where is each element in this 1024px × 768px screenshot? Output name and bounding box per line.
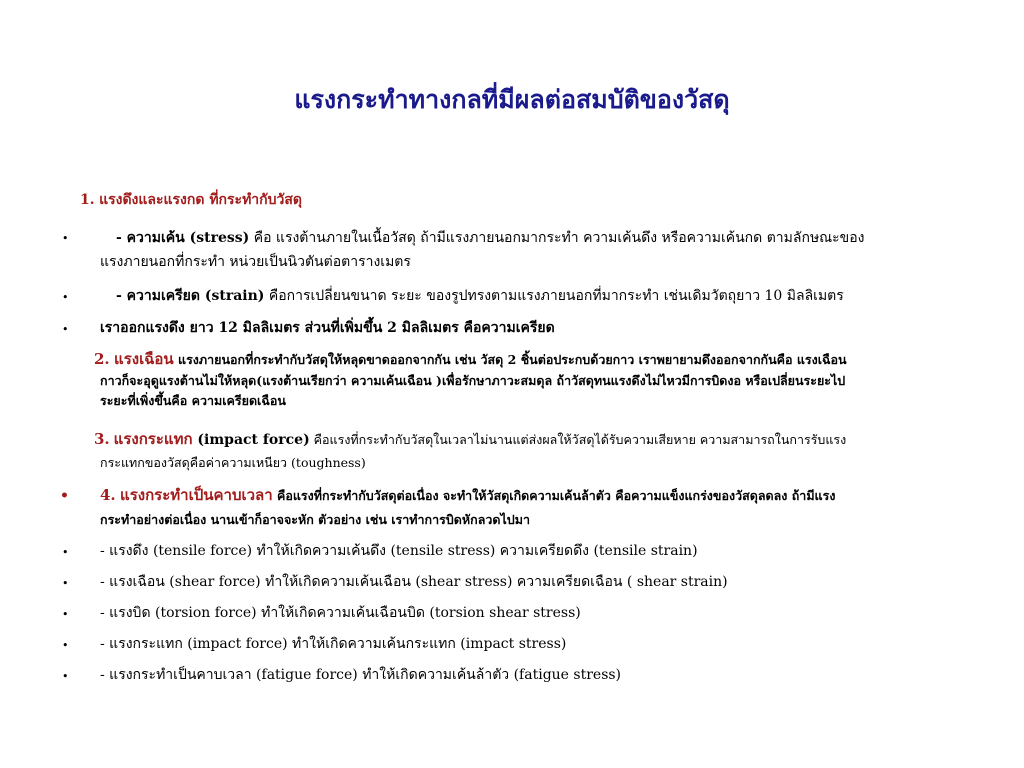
bullet-icon: • (62, 291, 69, 304)
section3 (94, 430, 974, 472)
bullet-icon: • (62, 232, 69, 245)
slide-title: แรงกระทำทางกลที่มีผลต่อสมบัติของวัสดุ (294, 85, 730, 114)
stress-item (100, 229, 980, 271)
list-item: - แรงกระแทก (impact force) ทำให้เกิดความเค้นกระแทก (impact stress) (100, 636, 567, 652)
section4-term: แรงกระทำเป็นคาบเวลา (120, 486, 273, 504)
stress-desc: คือ แรงต้านภายในเนื้อวัสดุ ถ้ามีแรงภายนอกมากระทำ ความเค้นดึง หรือความเค้นกด ตามลักษณะของ (249, 230, 865, 246)
stress-desc-cont: แรงภายนอกที่กระทำ หน่วยเป็นนิวตันต่อตารางเมตร (100, 254, 411, 270)
section4-number: 4. (100, 486, 116, 504)
bullet-icon: • (62, 577, 69, 590)
section4-line1 (100, 486, 980, 505)
bullet-icon: • (62, 670, 69, 683)
bullet-icon: • (62, 323, 69, 336)
section1-heading-text: แรงดึงและแรงกด ที่กระทำกับวัสดุ (99, 192, 303, 208)
section2-desc2: กาวก็จะอุดูแรงต้านไม่ให้หลุด(แรงต้านเรียกว่า ความเค้นเฉือน )เพื่อรักษาภาวะสมดุล ถ้าวัสดุทนแรงดึงไม่ไหวมีการบิดงอ หรือเปลี่ยนระยะไป (100, 373, 846, 388)
list-item: - แรงบิด (torsion force) ทำให้เกิดความเค้นเฉือนบิด (torsion shear stress) (100, 605, 581, 621)
section2 (94, 350, 974, 410)
strain-example: เราออกแรงดึง ยาว 12 มิลลิเมตร ส่วนที่เพิ่มขึ้น 2 มิลลิเมตร คือความเครียด (100, 320, 555, 336)
section3-desc1: คือแรงที่กระทำกับวัสดุในเวลาไม่นานแต่ส่งผลให้วัสดุได้รับความเสียหาย ความสามารถในการรับแรง (309, 432, 847, 447)
section2-desc3: ระยะที่เพิ่งขึ้นคือ ความเครียดเฉือน (100, 393, 286, 408)
section4 (100, 486, 980, 529)
section3-term-en: (impact force) (192, 432, 310, 448)
list-item: - แรงดึง (tensile force) ทำให้เกิดความเค้นดึง (tensile stress) ความเครียดดึง (tensile strain) (100, 543, 698, 559)
bullet-icon: • (62, 608, 69, 621)
strain-term: - ความเครียด (strain) (116, 288, 265, 304)
bullet-icon: • (62, 639, 69, 652)
stress-line (100, 229, 980, 247)
section2-term: แรงเฉือน (114, 350, 174, 368)
section1-heading (80, 191, 302, 209)
stress-term: - ความเค้น (stress) (116, 230, 250, 246)
section1-number: 1. (80, 192, 95, 208)
bullet-icon: • (60, 488, 69, 504)
bullet-icon: • (62, 546, 69, 559)
strain-line (116, 287, 844, 305)
section3-term: แรงกระแทก (113, 430, 193, 448)
section2-number: 2. (94, 350, 110, 368)
list-item: - แรงเฉือน (shear force) ทำให้เกิดความเค้นเฉือน (shear stress) ความเครียดเฉือน ( shear strain) (100, 574, 728, 590)
section3-line1 (94, 430, 974, 449)
section4-desc1: คือแรงที่กระทำกับวัสดุต่อเนื่อง จะทำให้วัสดุเกิดความเค้นล้าตัว คือความแข็งแกร่งของวัสดุลดลง ถ้ามีแรง (272, 488, 836, 503)
section4-desc2: กระทำอย่างต่อเนื่อง นานเข้าก็อาจจะหัก ตัวอย่าง เช่น เราทำการบิดหักลวดไปมา (100, 512, 530, 527)
strain-desc: คือการเปลี่ยนขนาด ระยะ ของรูปทรงตามแรงภายนอกที่มากระทำ เช่นเดิมวัตถุยาว 10 มิลลิเมตร (264, 288, 844, 304)
list-item: - แรงกระทำเป็นคาบเวลา (fatigue force) ทำให้เกิดความเค้นล้าตัว (fatigue stress) (100, 667, 622, 683)
section3-desc2: กระแทกของวัสดุคือค่าความเหนียว (toughness) (100, 455, 366, 470)
section3-number: 3. (94, 430, 110, 448)
section2-line1 (94, 350, 974, 369)
section2-desc1: แรงภายนอกที่กระทำกับวัสดุให้หลุดขาดออกจากกัน เช่น วัสดุ 2 ชิ้นต่อประกบด้วยกาว เราพยายามดึงออกจากกันคือ แรงเฉือน (173, 352, 847, 367)
